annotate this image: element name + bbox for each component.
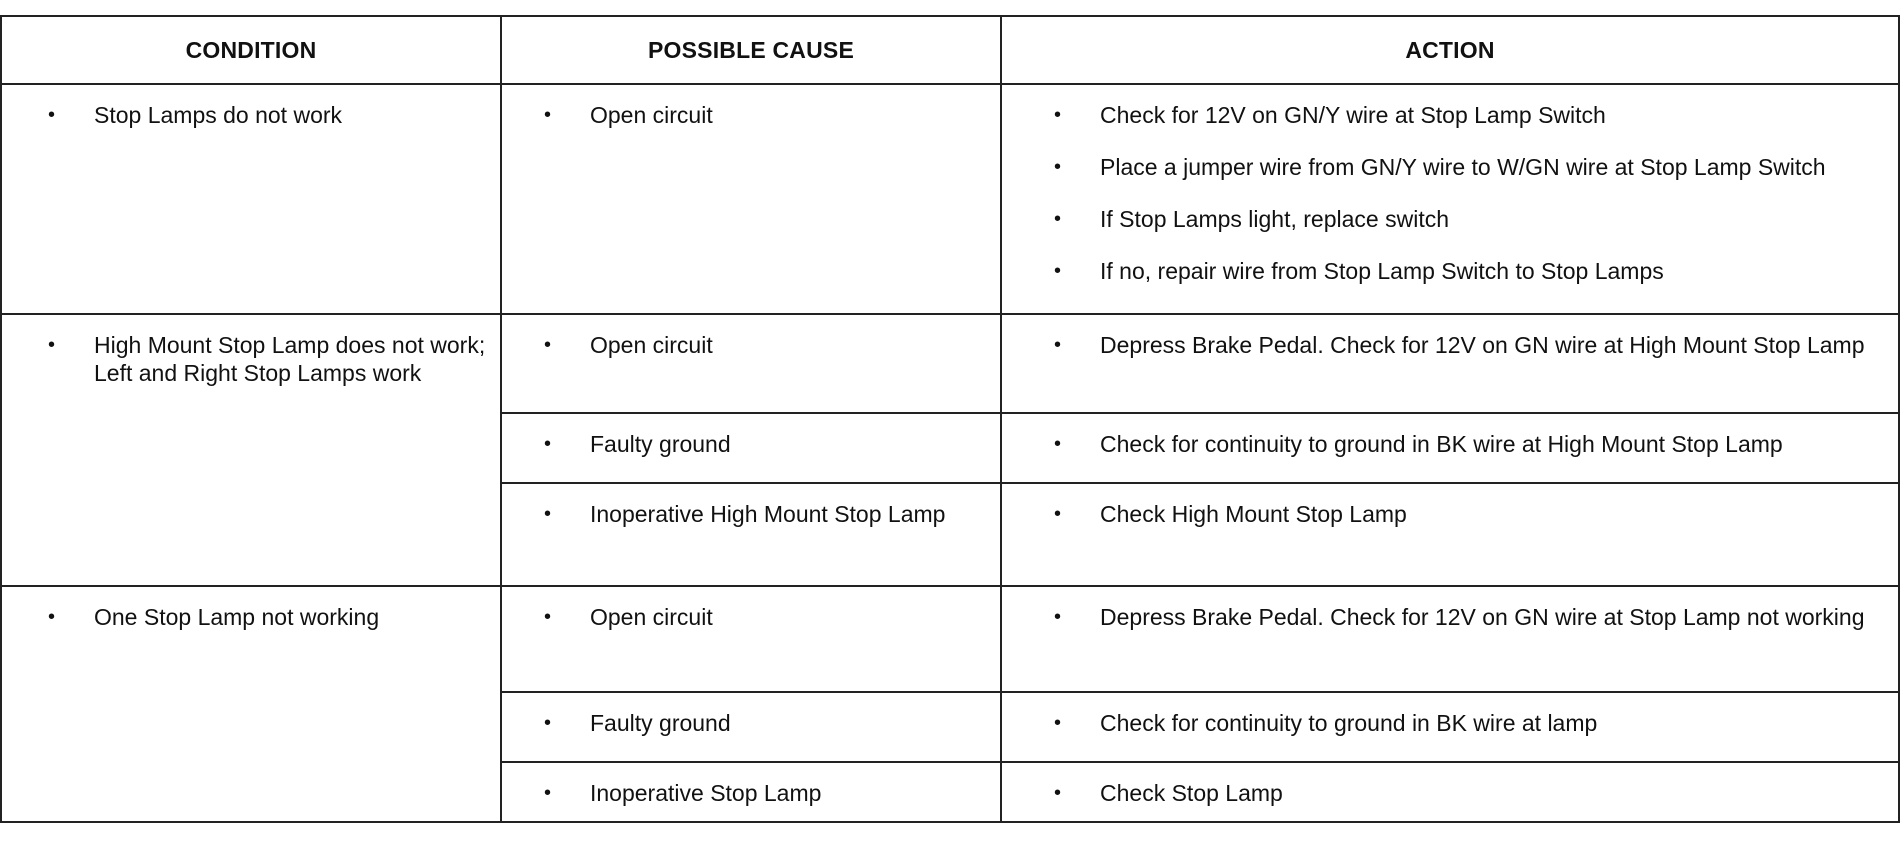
- header-action: ACTION: [1001, 16, 1899, 84]
- action-text: Check for 12V on GN/Y wire at Stop Lamp Switch: [1100, 102, 1606, 128]
- cause-cell: [501, 762, 1001, 822]
- troubleshooting-table: [0, 15, 1900, 823]
- action-text: Depress Brake Pedal. Check for 12V on GN wire at High Mount Stop Lamp: [1100, 332, 1865, 358]
- cause-text: Inoperative High Mount Stop Lamp: [590, 501, 946, 527]
- action-cell: [1001, 84, 1899, 314]
- cause-cell: [501, 84, 1001, 314]
- action-text: If Stop Lamps light, replace switch: [1100, 206, 1449, 232]
- cause-cell: [501, 483, 1001, 586]
- bullet-icon: •: [1054, 104, 1062, 126]
- bullet-icon: •: [1054, 782, 1062, 804]
- action-text: Place a jumper wire from GN/Y wire to W/GN wire at Stop Lamp Switch: [1100, 154, 1826, 180]
- header-condition: CONDITION: [1, 16, 501, 84]
- bullet-icon: •: [1054, 334, 1062, 356]
- action-cell: [1001, 413, 1899, 483]
- cause-cell: [501, 413, 1001, 483]
- condition-text: High Mount Stop Lamp does not work; Left and Right Stop Lamps work: [94, 332, 486, 386]
- table-row: [1, 314, 1899, 413]
- bullet-icon: •: [48, 334, 56, 356]
- bullet-icon: •: [1054, 208, 1062, 230]
- table-row: [1, 586, 1899, 692]
- bullet-icon: •: [544, 712, 552, 734]
- cause-cell: [501, 314, 1001, 413]
- cause-cell: [501, 692, 1001, 762]
- cause-text: Inoperative Stop Lamp: [590, 780, 822, 806]
- condition-text: Stop Lamps do not work: [94, 102, 343, 128]
- action-cell: [1001, 314, 1899, 413]
- action-cell: [1001, 483, 1899, 586]
- bullet-icon: •: [544, 104, 552, 126]
- action-text: If no, repair wire from Stop Lamp Switch to Stop Lamps: [1100, 258, 1664, 284]
- cause-text: Open circuit: [590, 604, 713, 630]
- action-cell: [1001, 762, 1899, 822]
- action-text: Check High Mount Stop Lamp: [1100, 501, 1407, 527]
- bullet-icon: •: [1054, 712, 1062, 734]
- action-cell: [1001, 586, 1899, 692]
- condition-cell: [1, 586, 501, 822]
- cause-text: Open circuit: [590, 102, 713, 128]
- bullet-icon: •: [1054, 156, 1062, 178]
- table-row: [1, 84, 1899, 314]
- cause-cell: [501, 586, 1001, 692]
- header-possible-cause: POSSIBLE CAUSE: [501, 16, 1001, 84]
- header-row: [1, 16, 1899, 84]
- bullet-icon: •: [544, 334, 552, 356]
- action-text: Check for continuity to ground in BK wire at High Mount Stop Lamp: [1100, 431, 1783, 457]
- cause-text: Open circuit: [590, 332, 713, 358]
- condition-cell: [1, 314, 501, 586]
- bullet-icon: •: [48, 606, 56, 628]
- bullet-icon: •: [48, 104, 56, 126]
- condition-cell: [1, 84, 501, 314]
- bullet-icon: •: [544, 433, 552, 455]
- bullet-icon: •: [544, 503, 552, 525]
- action-cell: [1001, 692, 1899, 762]
- bullet-icon: •: [544, 606, 552, 628]
- bullet-icon: •: [1054, 503, 1062, 525]
- cause-text: Faulty ground: [590, 710, 731, 736]
- bullet-icon: •: [1054, 606, 1062, 628]
- bullet-icon: •: [544, 782, 552, 804]
- action-text: Check for continuity to ground in BK wire at lamp: [1100, 710, 1598, 736]
- action-text: Check Stop Lamp: [1100, 780, 1283, 806]
- condition-text: One Stop Lamp not working: [94, 604, 380, 630]
- bullet-icon: •: [1054, 433, 1062, 455]
- action-text: Depress Brake Pedal. Check for 12V on GN wire at Stop Lamp not working: [1100, 604, 1865, 630]
- bullet-icon: •: [1054, 260, 1062, 282]
- cause-text: Faulty ground: [590, 431, 731, 457]
